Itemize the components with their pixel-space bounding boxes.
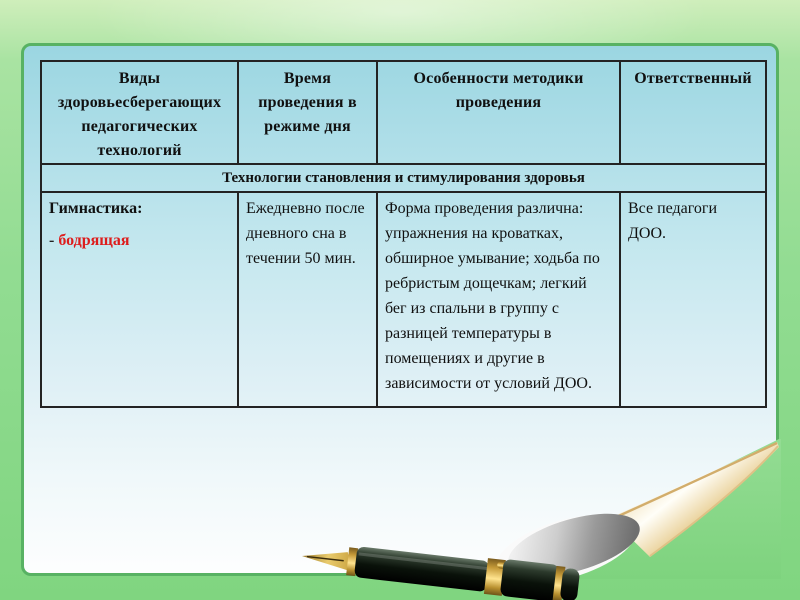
pen-body bbox=[354, 546, 490, 592]
header-cell-method: Особенности методики проведения bbox=[377, 61, 620, 164]
type-title: Гимнастика: bbox=[49, 200, 143, 217]
section-title: Технологии становления и стимулирования здоровья bbox=[41, 164, 766, 192]
section-title-row bbox=[41, 164, 766, 192]
cell-method: Форма проведения различна: упражнения на кроватках, обширное умывание; ходьба по ребристым дощечкам; легкий бег из спальни в группу с разницей температуры в помещениях и другие в зависимости от условий ДОО. bbox=[377, 192, 620, 407]
schedule-table bbox=[40, 60, 767, 408]
type-item-text: бодрящая bbox=[58, 232, 130, 249]
header-cell-responsible: Ответственный bbox=[620, 61, 766, 164]
dash-bullet: - bbox=[49, 232, 55, 249]
table-header-row bbox=[41, 61, 766, 164]
type-item bbox=[49, 228, 230, 253]
header-cell-types: Виды здоровьесберегающих педагогических технологий bbox=[41, 61, 238, 164]
pen-cap bbox=[500, 559, 560, 600]
header-cell-time: Время проведения в режиме дня bbox=[238, 61, 377, 164]
cell-time: Ежедневно после дневного сна в течении 50 мин. bbox=[238, 192, 377, 407]
fountain-pen-decoration bbox=[283, 528, 585, 600]
cell-type bbox=[41, 192, 238, 407]
table-row bbox=[41, 192, 766, 407]
cell-responsible: Все педагоги ДОО. bbox=[620, 192, 766, 407]
